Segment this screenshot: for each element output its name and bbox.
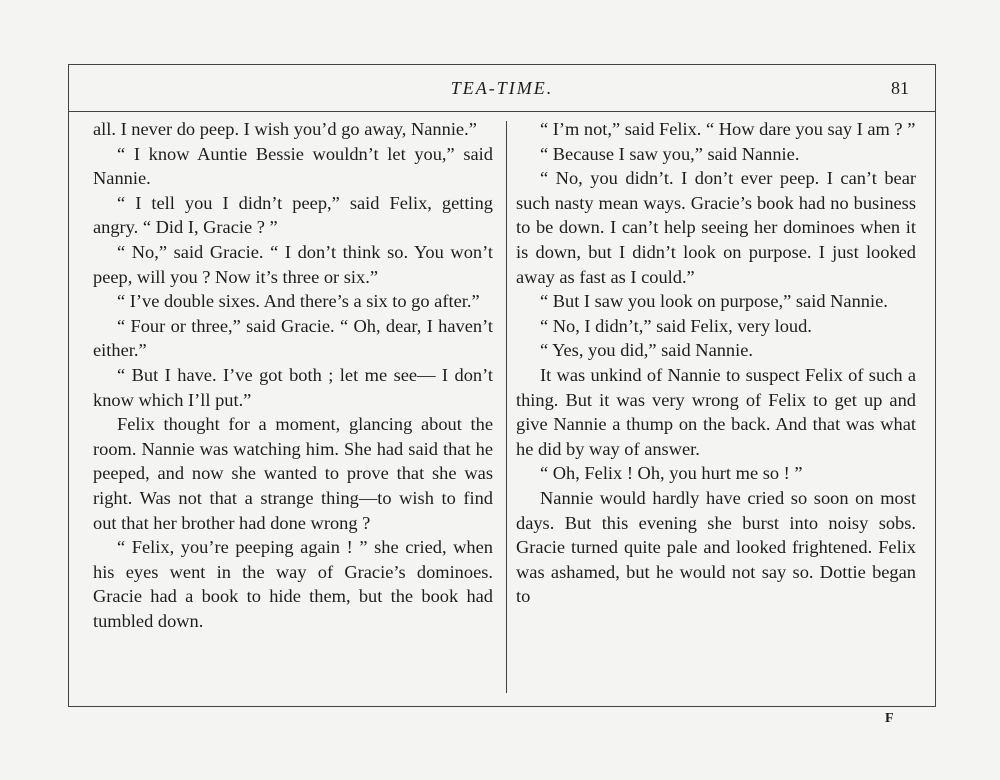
page-number: 81 [891, 78, 909, 98]
paragraph: “ I’ve double sixes. And there’s a six to go after.” [117, 291, 480, 312]
paragraph: It was unkind of Nannie to suspect Felix of such a thing. But it was very wrong of Felix to get up and give Nannie a thump on the back. And that was what he did by way of answer. [516, 364, 916, 459]
page-title: TEA-TIME. [450, 78, 554, 98]
running-head [69, 65, 935, 112]
signature-mark: F [885, 711, 894, 726]
paragraph: “ Oh, Felix ! Oh, you hurt me so ! ” [540, 463, 803, 484]
paragraph: Felix thought for a moment, glancing about the room. Nannie was watching him. She had said that he peeped, and now she wanted to prove that she was right. Was not that a strange thing—to wish to find out that her brother had done wrong ? [93, 414, 493, 533]
paragraph: “ No, I didn’t,” said Felix, very loud. [540, 315, 812, 336]
paragraph: “ No, you didn’t. I don’t ever peep. I can’t bear such nasty mean ways. Gracie’s book had no business to be down. I can’t help seeing her dominoes when it is down, but I didn’t look on purpose. I just looked away as fast as I could.” [516, 168, 916, 287]
paragraph: “ But I saw you look on purpose,” said Nannie. [540, 291, 888, 312]
paragraph: “ I’m not,” said Felix. “ How dare you say I am ? ” [540, 119, 916, 139]
paragraph: “ Yes, you did,” said Nannie. [540, 340, 753, 361]
page-frame [68, 64, 936, 707]
paragraph: “ I know Auntie Bessie wouldn’t let you,” said Nannie. [93, 143, 493, 189]
paragraph: “ Four or three,” said Gracie. “ Oh, dear, I haven’t either.” [93, 315, 493, 361]
paragraph: “ I tell you I didn’t peep,” said Felix, getting angry. “ Did I, Gracie ? ” [93, 192, 493, 238]
paragraph: “ Because I saw you,” said Nannie. [540, 143, 800, 164]
left-column [93, 117, 493, 633]
paragraph: “ But I have. I’ve got both ; let me see— I don’t know which I’ll put.” [93, 364, 493, 410]
right-column [516, 117, 916, 609]
paragraph: “ Felix, you’re peeping again ! ” she cried, when his eyes went in the way of Gracie’s dominoes. Gracie had a book to hide them, but the book had tumbled down. [93, 537, 493, 631]
paragraph: Nannie would hardly have cried so soon on most days. But this evening she burst into noisy sobs. Gracie turned quite pale and looked frightened. Felix was ashamed, but he would not say so. Dottie began to [516, 487, 916, 607]
paragraph: “ No,” said Gracie. “ I don’t think so. You won’t peep, will you ? Now it’s three or six.” [93, 241, 493, 287]
column-divider [506, 121, 507, 693]
paragraph: all. I never do peep. I wish you’d go away, Nannie.” [93, 119, 477, 139]
